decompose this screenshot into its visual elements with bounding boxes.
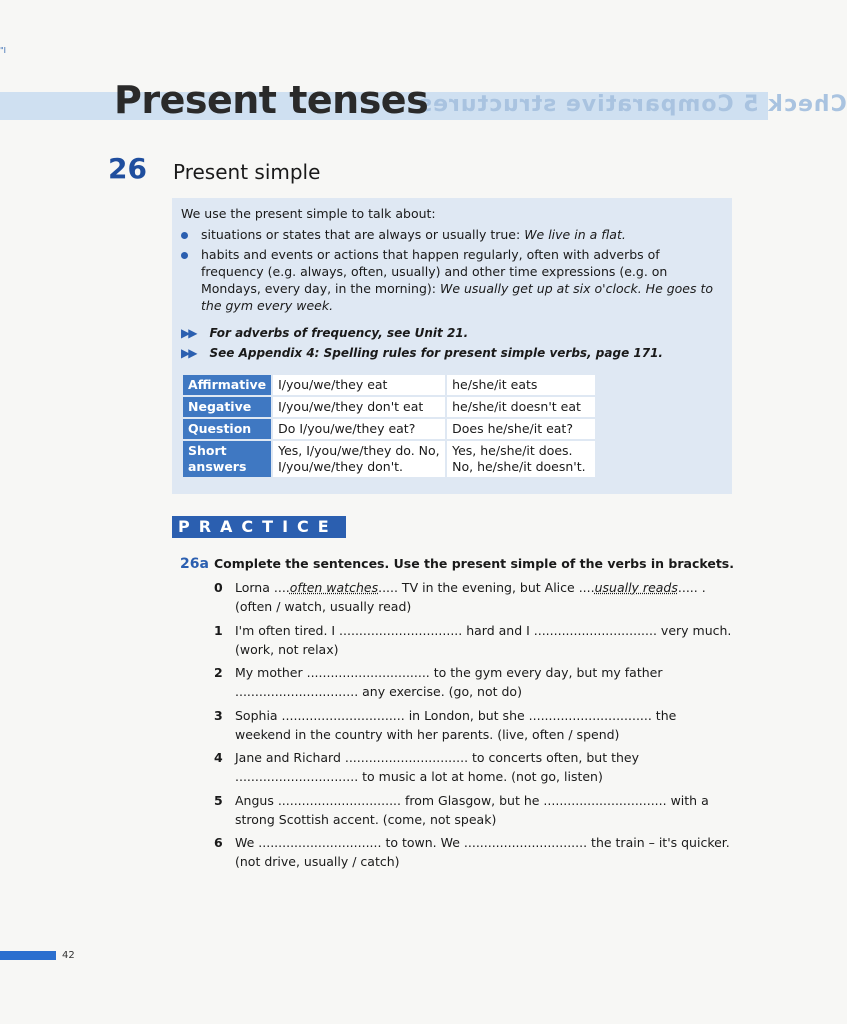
table-row	[182, 396, 596, 418]
practice-banner: PRACTICE	[172, 516, 346, 538]
show-through-header: Check 5 Comparative structures	[418, 92, 847, 117]
forms-table	[181, 373, 597, 479]
item-text[interactable]: We ............................... to town. We ............................... the train – it's quicker. (not drive, usually / catch)	[235, 835, 730, 869]
cross-reference[interactable]: ▶▶ See Appendix 4: Spelling rules for present simple verbs, page 171.	[181, 346, 663, 360]
table-row	[182, 440, 596, 478]
table-cell: I/you/we/they don't eat	[272, 396, 446, 418]
exercise-item[interactable]	[214, 791, 734, 831]
item-text[interactable]: Angus ............................... from Glasgow, but he ............................... with a strong Scottish accent. (come, not speak)	[235, 793, 709, 827]
explanation-intro: We use the present simple to talk about:	[181, 206, 436, 221]
corner-mark: "I	[0, 46, 7, 55]
item-number: 2	[214, 665, 223, 680]
unit-title: Present simple	[173, 160, 321, 184]
row-label: Affirmative	[182, 374, 272, 396]
exercise-item[interactable]	[214, 621, 734, 661]
table-row	[182, 374, 596, 396]
row-label: Negative	[182, 396, 272, 418]
exercise-item: 0 Lorna ....often watches..... TV in the evening, but Alice ....usually reads..... . (often / watch, usually read)	[214, 580, 706, 614]
item-number: 0	[214, 580, 223, 595]
item-text[interactable]: Sophia ............................... in London, but she ............................... the weekend in the country with her parents. (live, often / spend)	[235, 708, 677, 742]
bullet-item: habits and events or actions that happen regularly, often with adverbs of frequency (e.g. always, often, usually) and other time expressions (e.g. on Mondays, every day, in the morning): We usually get up at six o'clock. He goes to the gym every week.	[181, 246, 721, 318]
exercise-item[interactable]	[214, 748, 734, 788]
table-cell: I/you/we/they eat	[272, 374, 446, 396]
exercise-item[interactable]	[214, 663, 734, 703]
double-arrow-icon: ▶▶	[181, 346, 196, 360]
row-label: Question	[182, 418, 272, 440]
exercise-item[interactable]	[214, 833, 734, 873]
item-number: 4	[214, 750, 223, 765]
table-cell: Does he/she/it eat?	[446, 418, 596, 440]
unit-number: 26	[108, 152, 147, 185]
page-number: 42	[62, 950, 75, 961]
footer-bar	[0, 951, 56, 960]
exercise-instruction: Complete the sentences. Use the present simple of the verbs in brackets.	[214, 556, 734, 571]
cross-reference[interactable]: ▶▶ For adverbs of frequency, see Unit 21.	[181, 326, 469, 340]
table-row	[182, 418, 596, 440]
example-answer: often watches	[289, 580, 379, 595]
row-label: Short answers	[182, 440, 272, 478]
item-text[interactable]: I'm often tired. I ............................... hard and I ............................... very much. (work, not relax)	[235, 623, 732, 657]
table-cell: Yes, he/she/it does. No, he/she/it doesn't.	[446, 440, 596, 478]
table-cell: he/she/it doesn't eat	[446, 396, 596, 418]
bullet-icon	[181, 252, 188, 259]
exercise-number: 26a	[180, 556, 209, 572]
item-text[interactable]: My mother ............................... to the gym every day, but my father ............................... any exercise. (go, not do)	[235, 665, 663, 699]
table-cell: Yes, I/you/we/they do. No, I/you/we/they don't.	[272, 440, 446, 478]
table-cell: he/she/it eats	[446, 374, 596, 396]
item-text[interactable]: Jane and Richard ............................... to concerts often, but they ............................... to music a lot at home. (not go, listen)	[235, 750, 639, 784]
item-number: 1	[214, 623, 223, 638]
page-title: Present tenses	[114, 78, 429, 122]
bullet-item: situations or states that are always or usually true: We live in a flat.	[181, 226, 721, 244]
item-number: 3	[214, 708, 223, 723]
table-cell: Do I/you/we/they eat?	[272, 418, 446, 440]
exercise-item[interactable]	[214, 706, 734, 746]
bullet-icon	[181, 232, 188, 239]
item-number: 6	[214, 835, 223, 850]
item-number: 5	[214, 793, 223, 808]
example-answer: usually reads	[594, 580, 678, 595]
double-arrow-icon: ▶▶	[181, 326, 196, 340]
